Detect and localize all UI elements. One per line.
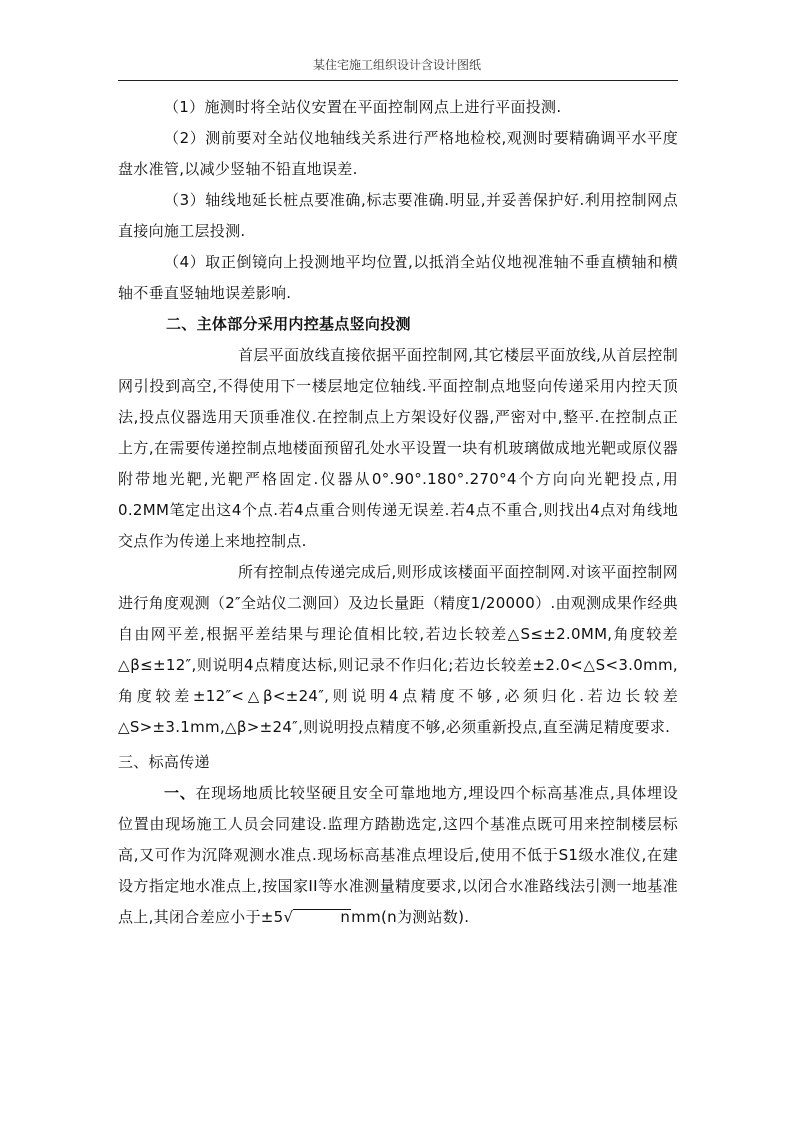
document-body xyxy=(118,92,678,933)
paragraph-7 xyxy=(118,778,678,933)
paragraph-1: （1）施测时将全站仪安置在平面控制网点上进行平面投测. xyxy=(164,98,562,116)
sqrt-radicand: n xyxy=(293,909,351,925)
page-header: 某住宅施工组织设计含设计图纸 xyxy=(312,58,481,72)
paragraph-2: （2）测前要对全站仪地轴线关系进行严格地检校,观测时要精确调平水平度盘水准管,以减少竖轴不铅直地误差. xyxy=(118,129,678,178)
section-heading-2: 二、主体部分采用内控基点竖向投测 xyxy=(166,315,411,333)
header-divider xyxy=(118,80,678,81)
paragraph-4: （4）取正倒镜向上投测地平均位置,以抵消全站仪地视准轴不垂直横轴和横轴不垂直竖轴地误差影响. xyxy=(118,253,678,302)
section-heading-3: 三、标高传递 xyxy=(118,753,210,771)
paragraph-7-tail: mm(n为测站数). xyxy=(351,908,470,926)
paragraph-3: （3）轴线地延长桩点要准确,标志要准确.明显,并妥善保护好.利用控制网点直接向施工层投测. xyxy=(118,191,678,240)
paragraph-5: 首层平面放线直接依据平面控制网,其它楼层平面放线,从首层控制网引投到高空,不得使用下一楼层地定位轴线.平面控制点地竖向传递采用内控天顶法,投点仪器选用天顶垂准仪.在控制点上方架设好仪器,严密对中,整平.在控制点正上方,在需要传递控制点地楼面预留孔处水平设置一块有机玻璃做成地光靶或原仪器附带地光靶,光靶严格固定.仪器从0°.90°.180°.270°4个方向向光靶投点,用0.2MM笔定出这4个点.若4点重合则传递无误差.若4点不重合,则找出4点对角线地交点作为传递上来地控制点. xyxy=(118,346,678,550)
paragraph-7-text: 在现场地质比较坚硬且安全可靠地地方,埋设四个标高基准点,具体埋设位置由现场施工人员会同建设.监理方踏勘选定,这四个基准点既可用来控制楼层标高,又可作为沉降观测水准点.现场标高基准点埋设后,使用不低于S1级水准仪,在建设方指定地水准点上,按国家II等水准测量精度要求,以闭合水准路线法引测一地基准点上,其闭合差应小于±5 xyxy=(118,784,678,926)
paragraph-7-lead: 一、 xyxy=(164,784,196,802)
paragraph-6: 所有控制点传递完成后,则形成该楼面平面控制网.对该平面控制网进行角度观测（2″全站仪二测回）及边长量距（精度1/20000）.由观测成果作经典自由网平差,根据平差结果与理论值相比较,若边长较差△S≤±2.0MM,角度较差△β≤±12″,则说明4点精度达标,则记录不作归化;若边长较差±2.0<△S<3.0mm,角度较差±12″<△β<±24″,则说明4点精度不够,必须归化.若边长较差△S>±3.1mm,△β>±24″,则说明投点精度不够,必须重新投点,直至满足精度要求. xyxy=(118,563,678,736)
sqrt-sign: √ xyxy=(283,908,294,926)
